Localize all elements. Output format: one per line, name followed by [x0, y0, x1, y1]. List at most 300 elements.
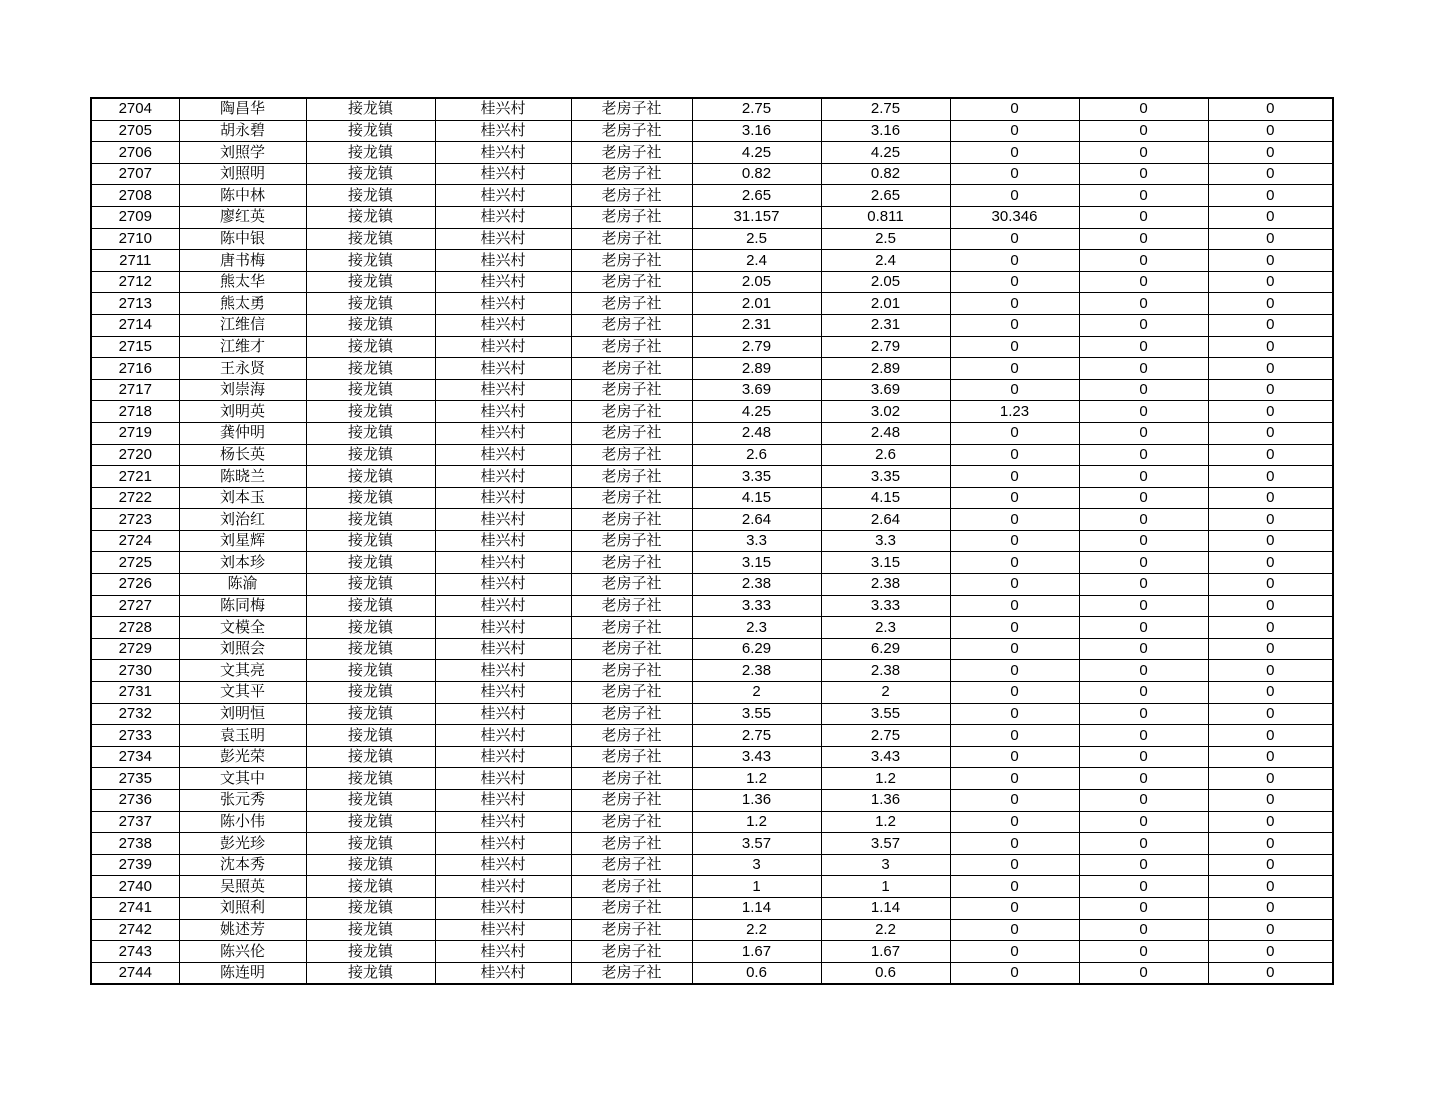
table-row [91, 638, 1333, 660]
cell-amount-3: 0 [950, 746, 1079, 768]
cell-hamlet: 老房子社 [571, 185, 692, 207]
cell-village: 桂兴村 [435, 293, 571, 315]
cell-amount-5: 0 [1208, 703, 1333, 725]
cell-person-name: 刘照学 [179, 142, 306, 164]
table-row [91, 358, 1333, 380]
cell-amount-5: 0 [1208, 962, 1333, 984]
table-row [91, 509, 1333, 531]
cell-amount-1: 4.15 [692, 487, 821, 509]
cell-amount-2: 2.5 [821, 228, 950, 250]
cell-amount-1: 3.57 [692, 833, 821, 855]
cell-hamlet: 老房子社 [571, 530, 692, 552]
cell-amount-4: 0 [1079, 142, 1208, 164]
cell-serial-number: 2705 [91, 120, 179, 142]
cell-town: 接龙镇 [306, 336, 435, 358]
cell-amount-5: 0 [1208, 595, 1333, 617]
cell-serial-number: 2717 [91, 379, 179, 401]
cell-village: 桂兴村 [435, 574, 571, 596]
cell-amount-3: 0 [950, 790, 1079, 812]
cell-amount-2: 0.6 [821, 962, 950, 984]
cell-town: 接龙镇 [306, 682, 435, 704]
cell-hamlet: 老房子社 [571, 379, 692, 401]
cell-serial-number: 2731 [91, 682, 179, 704]
cell-village: 桂兴村 [435, 876, 571, 898]
cell-amount-5: 0 [1208, 725, 1333, 747]
cell-person-name: 刘本珍 [179, 552, 306, 574]
cell-amount-2: 1.2 [821, 811, 950, 833]
cell-hamlet: 老房子社 [571, 422, 692, 444]
cell-amount-3: 0 [950, 185, 1079, 207]
cell-amount-2: 3.3 [821, 530, 950, 552]
cell-amount-4: 0 [1079, 444, 1208, 466]
cell-serial-number: 2710 [91, 228, 179, 250]
cell-serial-number: 2715 [91, 336, 179, 358]
cell-amount-4: 0 [1079, 617, 1208, 639]
cell-serial-number: 2737 [91, 811, 179, 833]
table-row [91, 660, 1333, 682]
cell-amount-2: 2.75 [821, 98, 950, 120]
cell-amount-1: 3.43 [692, 746, 821, 768]
table-row [91, 336, 1333, 358]
cell-hamlet: 老房子社 [571, 897, 692, 919]
cell-amount-2: 1.2 [821, 768, 950, 790]
cell-amount-4: 0 [1079, 574, 1208, 596]
cell-hamlet: 老房子社 [571, 206, 692, 228]
cell-hamlet: 老房子社 [571, 725, 692, 747]
cell-amount-5: 0 [1208, 314, 1333, 336]
cell-amount-2: 2 [821, 682, 950, 704]
cell-village: 桂兴村 [435, 271, 571, 293]
cell-village: 桂兴村 [435, 941, 571, 963]
cell-serial-number: 2726 [91, 574, 179, 596]
cell-amount-4: 0 [1079, 358, 1208, 380]
cell-amount-4: 0 [1079, 487, 1208, 509]
cell-amount-4: 0 [1079, 552, 1208, 574]
table-row [91, 574, 1333, 596]
cell-town: 接龙镇 [306, 703, 435, 725]
cell-hamlet: 老房子社 [571, 746, 692, 768]
cell-amount-2: 2.3 [821, 617, 950, 639]
cell-amount-3: 0 [950, 703, 1079, 725]
cell-amount-1: 2.38 [692, 574, 821, 596]
cell-amount-3: 0 [950, 250, 1079, 272]
cell-amount-5: 0 [1208, 854, 1333, 876]
cell-amount-3: 0 [950, 120, 1079, 142]
cell-serial-number: 2713 [91, 293, 179, 315]
cell-amount-2: 3.57 [821, 833, 950, 855]
cell-serial-number: 2714 [91, 314, 179, 336]
cell-amount-2: 2.75 [821, 725, 950, 747]
cell-amount-4: 0 [1079, 919, 1208, 941]
cell-person-name: 杨长英 [179, 444, 306, 466]
cell-amount-4: 0 [1079, 293, 1208, 315]
cell-amount-3: 0 [950, 271, 1079, 293]
cell-amount-2: 4.25 [821, 142, 950, 164]
cell-amount-1: 3.55 [692, 703, 821, 725]
cell-amount-4: 0 [1079, 811, 1208, 833]
cell-amount-4: 0 [1079, 833, 1208, 855]
cell-amount-4: 0 [1079, 703, 1208, 725]
cell-amount-2: 0.82 [821, 163, 950, 185]
cell-hamlet: 老房子社 [571, 487, 692, 509]
cell-person-name: 刘照利 [179, 897, 306, 919]
cell-person-name: 刘本玉 [179, 487, 306, 509]
cell-amount-3: 0 [950, 725, 1079, 747]
cell-village: 桂兴村 [435, 206, 571, 228]
cell-amount-3: 0 [950, 897, 1079, 919]
cell-person-name: 陈小伟 [179, 811, 306, 833]
cell-person-name: 陈晓兰 [179, 466, 306, 488]
cell-serial-number: 2722 [91, 487, 179, 509]
cell-hamlet: 老房子社 [571, 833, 692, 855]
cell-serial-number: 2727 [91, 595, 179, 617]
cell-village: 桂兴村 [435, 142, 571, 164]
cell-person-name: 刘照会 [179, 638, 306, 660]
cell-serial-number: 2741 [91, 897, 179, 919]
cell-person-name: 文其中 [179, 768, 306, 790]
cell-amount-5: 0 [1208, 487, 1333, 509]
table-row [91, 444, 1333, 466]
cell-amount-1: 2.79 [692, 336, 821, 358]
cell-amount-5: 0 [1208, 919, 1333, 941]
cell-serial-number: 2736 [91, 790, 179, 812]
cell-person-name: 江维才 [179, 336, 306, 358]
cell-serial-number: 2712 [91, 271, 179, 293]
cell-amount-3: 0 [950, 768, 1079, 790]
cell-town: 接龙镇 [306, 617, 435, 639]
cell-village: 桂兴村 [435, 487, 571, 509]
cell-person-name: 袁玉明 [179, 725, 306, 747]
cell-amount-2: 1 [821, 876, 950, 898]
cell-village: 桂兴村 [435, 617, 571, 639]
cell-amount-5: 0 [1208, 379, 1333, 401]
cell-person-name: 文其亮 [179, 660, 306, 682]
cell-serial-number: 2706 [91, 142, 179, 164]
table-row [91, 682, 1333, 704]
table-row [91, 163, 1333, 185]
cell-amount-5: 0 [1208, 422, 1333, 444]
cell-amount-2: 2.89 [821, 358, 950, 380]
cell-serial-number: 2739 [91, 854, 179, 876]
cell-amount-5: 0 [1208, 163, 1333, 185]
cell-amount-2: 2.65 [821, 185, 950, 207]
table-row [91, 466, 1333, 488]
cell-hamlet: 老房子社 [571, 811, 692, 833]
cell-amount-5: 0 [1208, 833, 1333, 855]
table-row [91, 854, 1333, 876]
cell-amount-3: 0 [950, 595, 1079, 617]
cell-hamlet: 老房子社 [571, 444, 692, 466]
cell-amount-1: 2.48 [692, 422, 821, 444]
table-row [91, 790, 1333, 812]
cell-person-name: 陈中林 [179, 185, 306, 207]
cell-hamlet: 老房子社 [571, 682, 692, 704]
cell-amount-1: 1 [692, 876, 821, 898]
cell-amount-3: 0 [950, 444, 1079, 466]
cell-town: 接龙镇 [306, 228, 435, 250]
cell-amount-1: 2.75 [692, 725, 821, 747]
cell-town: 接龙镇 [306, 509, 435, 531]
cell-amount-4: 0 [1079, 206, 1208, 228]
cell-hamlet: 老房子社 [571, 271, 692, 293]
cell-town: 接龙镇 [306, 422, 435, 444]
cell-amount-5: 0 [1208, 897, 1333, 919]
cell-village: 桂兴村 [435, 638, 571, 660]
cell-hamlet: 老房子社 [571, 142, 692, 164]
cell-hamlet: 老房子社 [571, 962, 692, 984]
cell-amount-1: 2.89 [692, 358, 821, 380]
cell-amount-3: 30.346 [950, 206, 1079, 228]
cell-amount-1: 2.6 [692, 444, 821, 466]
cell-amount-5: 0 [1208, 293, 1333, 315]
cell-hamlet: 老房子社 [571, 574, 692, 596]
cell-hamlet: 老房子社 [571, 617, 692, 639]
cell-hamlet: 老房子社 [571, 163, 692, 185]
cell-amount-2: 3.43 [821, 746, 950, 768]
cell-amount-5: 0 [1208, 401, 1333, 423]
cell-amount-3: 0 [950, 574, 1079, 596]
cell-amount-1: 31.157 [692, 206, 821, 228]
cell-village: 桂兴村 [435, 250, 571, 272]
cell-amount-4: 0 [1079, 876, 1208, 898]
cell-hamlet: 老房子社 [571, 120, 692, 142]
cell-amount-1: 2.4 [692, 250, 821, 272]
cell-amount-4: 0 [1079, 595, 1208, 617]
cell-serial-number: 2728 [91, 617, 179, 639]
cell-serial-number: 2730 [91, 660, 179, 682]
document-sheet [90, 97, 1334, 985]
cell-serial-number: 2709 [91, 206, 179, 228]
cell-amount-2: 6.29 [821, 638, 950, 660]
cell-amount-1: 3.15 [692, 552, 821, 574]
table-row [91, 401, 1333, 423]
cell-amount-5: 0 [1208, 358, 1333, 380]
cell-amount-3: 0 [950, 422, 1079, 444]
table-row [91, 962, 1333, 984]
cell-amount-5: 0 [1208, 336, 1333, 358]
cell-amount-1: 1.67 [692, 941, 821, 963]
cell-town: 接龙镇 [306, 358, 435, 380]
cell-amount-1: 3.35 [692, 466, 821, 488]
cell-amount-2: 3.02 [821, 401, 950, 423]
cell-amount-5: 0 [1208, 638, 1333, 660]
cell-amount-1: 4.25 [692, 142, 821, 164]
cell-village: 桂兴村 [435, 919, 571, 941]
table-row [91, 703, 1333, 725]
cell-serial-number: 2721 [91, 466, 179, 488]
cell-person-name: 江维信 [179, 314, 306, 336]
cell-amount-1: 3 [692, 854, 821, 876]
cell-amount-4: 0 [1079, 790, 1208, 812]
table-row [91, 897, 1333, 919]
table-row [91, 314, 1333, 336]
cell-amount-1: 6.29 [692, 638, 821, 660]
cell-town: 接龙镇 [306, 206, 435, 228]
cell-town: 接龙镇 [306, 919, 435, 941]
cell-amount-1: 2.2 [692, 919, 821, 941]
cell-serial-number: 2720 [91, 444, 179, 466]
cell-amount-4: 0 [1079, 962, 1208, 984]
cell-hamlet: 老房子社 [571, 293, 692, 315]
cell-amount-1: 1.14 [692, 897, 821, 919]
cell-amount-1: 2.65 [692, 185, 821, 207]
cell-village: 桂兴村 [435, 897, 571, 919]
table-row [91, 228, 1333, 250]
cell-town: 接龙镇 [306, 725, 435, 747]
cell-person-name: 沈本秀 [179, 854, 306, 876]
cell-amount-2: 3.33 [821, 595, 950, 617]
cell-village: 桂兴村 [435, 509, 571, 531]
cell-amount-5: 0 [1208, 617, 1333, 639]
cell-hamlet: 老房子社 [571, 876, 692, 898]
cell-town: 接龙镇 [306, 638, 435, 660]
cell-person-name: 陈同梅 [179, 595, 306, 617]
cell-amount-1: 2.3 [692, 617, 821, 639]
cell-amount-3: 0 [950, 314, 1079, 336]
cell-village: 桂兴村 [435, 358, 571, 380]
cell-town: 接龙镇 [306, 574, 435, 596]
cell-hamlet: 老房子社 [571, 638, 692, 660]
table-row [91, 811, 1333, 833]
cell-hamlet: 老房子社 [571, 250, 692, 272]
cell-amount-3: 0 [950, 293, 1079, 315]
table-row [91, 768, 1333, 790]
cell-amount-2: 3.16 [821, 120, 950, 142]
cell-village: 桂兴村 [435, 552, 571, 574]
cell-amount-3: 1.23 [950, 401, 1079, 423]
cell-amount-3: 0 [950, 660, 1079, 682]
cell-person-name: 刘治红 [179, 509, 306, 531]
cell-village: 桂兴村 [435, 854, 571, 876]
cell-serial-number: 2733 [91, 725, 179, 747]
cell-village: 桂兴村 [435, 401, 571, 423]
cell-hamlet: 老房子社 [571, 314, 692, 336]
cell-amount-3: 0 [950, 962, 1079, 984]
cell-amount-4: 0 [1079, 163, 1208, 185]
cell-person-name: 张元秀 [179, 790, 306, 812]
cell-amount-4: 0 [1079, 660, 1208, 682]
cell-town: 接龙镇 [306, 466, 435, 488]
cell-village: 桂兴村 [435, 660, 571, 682]
cell-serial-number: 2732 [91, 703, 179, 725]
cell-amount-3: 0 [950, 833, 1079, 855]
cell-amount-2: 3.55 [821, 703, 950, 725]
cell-amount-2: 0.811 [821, 206, 950, 228]
cell-amount-5: 0 [1208, 790, 1333, 812]
table-row [91, 746, 1333, 768]
table-row [91, 617, 1333, 639]
cell-amount-1: 1.2 [692, 811, 821, 833]
cell-amount-2: 2.31 [821, 314, 950, 336]
cell-amount-3: 0 [950, 142, 1079, 164]
cell-serial-number: 2740 [91, 876, 179, 898]
cell-village: 桂兴村 [435, 833, 571, 855]
cell-town: 接龙镇 [306, 854, 435, 876]
cell-serial-number: 2716 [91, 358, 179, 380]
cell-serial-number: 2704 [91, 98, 179, 120]
cell-serial-number: 2734 [91, 746, 179, 768]
cell-amount-3: 0 [950, 682, 1079, 704]
cell-amount-3: 0 [950, 638, 1079, 660]
cell-person-name: 刘星辉 [179, 530, 306, 552]
cell-amount-4: 0 [1079, 941, 1208, 963]
cell-village: 桂兴村 [435, 746, 571, 768]
table-row [91, 530, 1333, 552]
cell-amount-1: 3.16 [692, 120, 821, 142]
cell-village: 桂兴村 [435, 682, 571, 704]
cell-amount-5: 0 [1208, 185, 1333, 207]
table-row [91, 293, 1333, 315]
cell-hamlet: 老房子社 [571, 228, 692, 250]
cell-person-name: 王永贤 [179, 358, 306, 380]
cell-amount-2: 3.15 [821, 552, 950, 574]
cell-person-name: 刘崇海 [179, 379, 306, 401]
cell-hamlet: 老房子社 [571, 358, 692, 380]
cell-village: 桂兴村 [435, 811, 571, 833]
cell-serial-number: 2725 [91, 552, 179, 574]
cell-hamlet: 老房子社 [571, 703, 692, 725]
cell-serial-number: 2729 [91, 638, 179, 660]
cell-town: 接龙镇 [306, 401, 435, 423]
cell-amount-2: 3.35 [821, 466, 950, 488]
cell-amount-1: 2.75 [692, 98, 821, 120]
cell-amount-1: 3.69 [692, 379, 821, 401]
cell-amount-5: 0 [1208, 941, 1333, 963]
cell-town: 接龙镇 [306, 833, 435, 855]
cell-amount-3: 0 [950, 876, 1079, 898]
cell-person-name: 陈渝 [179, 574, 306, 596]
cell-amount-1: 4.25 [692, 401, 821, 423]
cell-village: 桂兴村 [435, 185, 571, 207]
cell-amount-5: 0 [1208, 120, 1333, 142]
cell-amount-5: 0 [1208, 811, 1333, 833]
cell-amount-5: 0 [1208, 574, 1333, 596]
cell-hamlet: 老房子社 [571, 509, 692, 531]
cell-town: 接龙镇 [306, 962, 435, 984]
table-row [91, 833, 1333, 855]
cell-amount-5: 0 [1208, 250, 1333, 272]
cell-amount-3: 0 [950, 163, 1079, 185]
cell-person-name: 刘明恒 [179, 703, 306, 725]
cell-serial-number: 2719 [91, 422, 179, 444]
cell-village: 桂兴村 [435, 530, 571, 552]
cell-serial-number: 2735 [91, 768, 179, 790]
cell-amount-4: 0 [1079, 768, 1208, 790]
cell-person-name: 吴照英 [179, 876, 306, 898]
cell-village: 桂兴村 [435, 962, 571, 984]
cell-amount-4: 0 [1079, 271, 1208, 293]
cell-amount-4: 0 [1079, 185, 1208, 207]
table-row [91, 487, 1333, 509]
cell-amount-2: 1.14 [821, 897, 950, 919]
cell-person-name: 陈连明 [179, 962, 306, 984]
cell-village: 桂兴村 [435, 163, 571, 185]
cell-person-name: 彭光珍 [179, 833, 306, 855]
table-row [91, 919, 1333, 941]
cell-person-name: 熊太勇 [179, 293, 306, 315]
cell-amount-2: 2.01 [821, 293, 950, 315]
cell-amount-3: 0 [950, 941, 1079, 963]
cell-serial-number: 2738 [91, 833, 179, 855]
cell-hamlet: 老房子社 [571, 595, 692, 617]
cell-amount-5: 0 [1208, 876, 1333, 898]
cell-town: 接龙镇 [306, 444, 435, 466]
cell-person-name: 刘照明 [179, 163, 306, 185]
cell-hamlet: 老房子社 [571, 98, 692, 120]
cell-amount-3: 0 [950, 358, 1079, 380]
cell-amount-3: 0 [950, 466, 1079, 488]
cell-village: 桂兴村 [435, 466, 571, 488]
